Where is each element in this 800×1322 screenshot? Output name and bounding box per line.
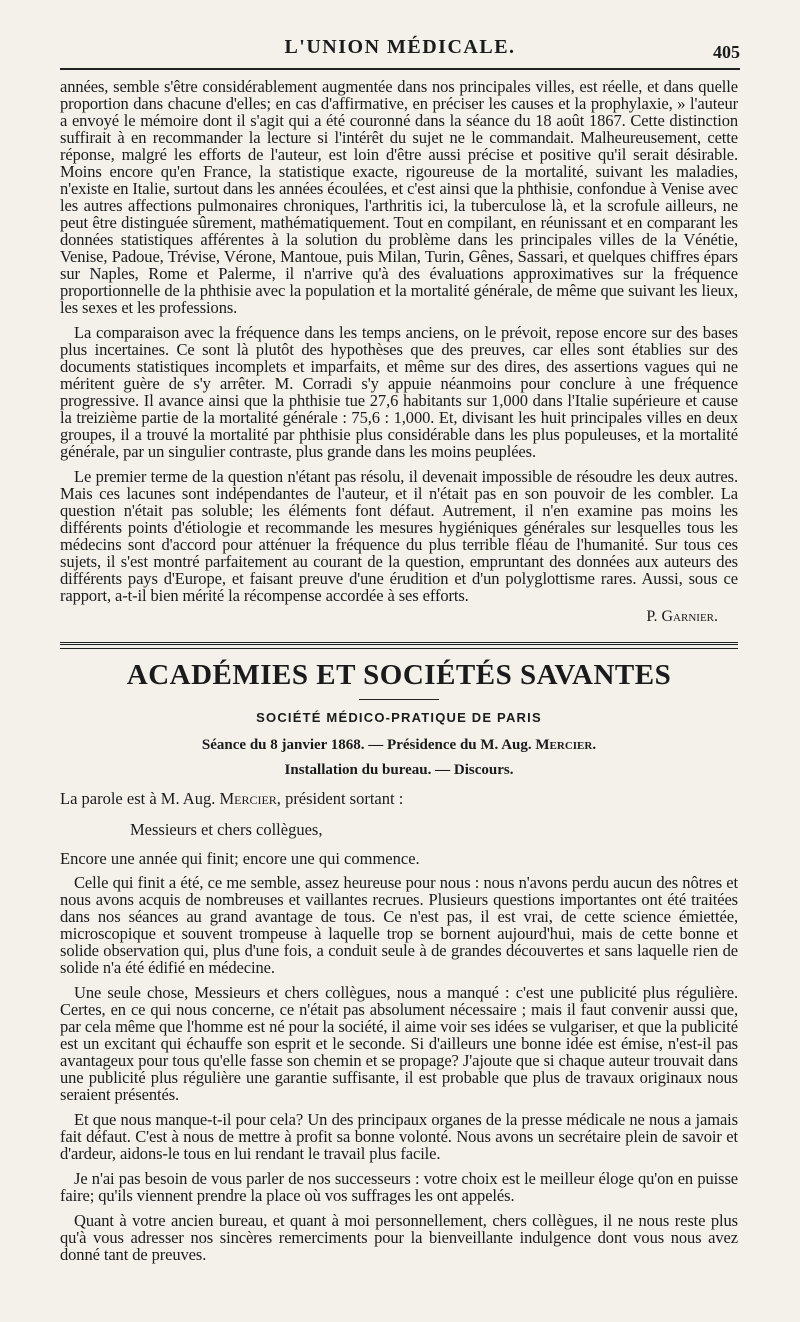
running-title: L'UNION MÉDICALE.: [284, 36, 516, 58]
intro-suffix: président sortant :: [285, 789, 404, 808]
speech-paragraph: Une seule chose, Messieurs et chers collègues, nous a manqué : c'est une publicité plus régulière. Certes, en ce qui nous concerne, ce n'était pas absolument nécessaire ; mais il faut convenir aussi que, par cela même que l'homme est né pour la société, il aime voir ses idées se vulgariser, et que la publicité est un excitant qui échauffe son esprit et le seconde. Si d'ailleurs une bonne idée est émise, n'est-il pas avantageux pour tous qu'elle fasse son chemin et se propage? J'ajoute que si chaque auteur trouvait dans une publicité plus régulière une garantie suffisante, il est probable que plus de travaux originaux nous seraient présentés.: [60, 983, 738, 1104]
article-signature: [60, 608, 738, 626]
header-rule: [60, 68, 740, 70]
session-line: [60, 737, 738, 754]
intro-name: Mercier,: [219, 789, 281, 808]
session-president: Mercier.: [535, 737, 597, 753]
article-paragraph: La comparaison avec la fréquence dans les temps anciens, on le prévoit, repose encore sur des bases plus incertaines. Ce sont là plutôt des hypothèses que des preuves, car elles sont établies sur des documents statistiques incomplets et imparfaits, et même sur des dires, des assertions vagues qui ne méritent guère de s'y arrêter. M. Corradi s'y appuie néanmoins pour conclure à une fréquence progressive. Il avance ainsi que la phthisie tue 27,6 habitants sur 1,000 dans l'Italie supérieure et cause la treizième partie de la mortalité générale : 75,6 : 1,000. Et, divisant les huit principales villes en deux groupes, il a trouvé la mortalité par phthisie plus considérable dans les plus populeuses, et la mortalité générale, par un singulier contraste, plus grande dans les moins peuplées.: [60, 323, 738, 461]
page-header: [60, 30, 740, 70]
section-divider: [60, 642, 738, 649]
title-underline: [359, 699, 439, 700]
speech-first-line: Encore une année qui finit; encore une qui commence.: [60, 849, 420, 868]
speech-paragraph: Quant à votre ancien bureau, et quant à moi personnellement, chers collègues, il ne nous reste plus qu'à vous adresser nos sincères remerciments pour la bienveillante indulgence dont vous nous avez donné tant de preuves.: [60, 1211, 738, 1264]
speech-paragraph: Celle qui finit a été, ce me semble, assez heureuse pour nous : nous n'avons perdu aucun des nôtres et nous avons acquis de nombreuses et vaillantes recrues. Plusieurs questions importantes ont été traitées dans nos séances au grand avantage de tous. Ce n'est pas, il est vrai, de cette science émiettée, microscopique et souvent trompeuse à laquelle trop se bornent aujourd'hui, mais de cette bonne et solide observation qui, plus d'une fois, a conduit seule à de grandes découvertes et sans laquelle rien de solide n'a été édifié en médecine.: [60, 873, 738, 977]
article-paragraph: années, semble s'être considérablement augmentée dans nos principales villes, est réelle, et dans quelle proportion dans chacune d'elles; en cas d'affirmative, en préciser les causes et la prophylaxie, » l'auteur a envoyé le mémoire dont il s'agit qui a été couronné dans la séance du 18 août 1867. Cette distinction suffirait à en recommander la lecture si l'intérêt du sujet ne le commandait. Malheureusement, cette réponse, malgré les efforts de l'auteur, est loin d'être aussi précise et positive qu'il serait désirable. Moins encore qu'en France, la statistique exacte, rigoureuse de la mortalité, suivant les maladies, n'existe en Italie, surtout dans les années écoulées, et c'est ainsi que la phthisie, confondue à Venise avec les autres affections pulmonaires chroniques, l'arthritis ici, la tuberculose là, et la scrofule ailleurs, ne peut être distinguée sûrement, mathématiquement. Tout en compilant, en réunissant et en comparant les données statistiques afférentes à la solution du problème dans les principales villes de la Vénétie, Venise, Padoue, Trévise, Vérone, Mantoue, puis Milan, Turin, Gênes, Sassari, et quelques chiffres épars sur Naples, Rome et Palerme, il n'arrive qu'à des évaluations approximatives sur la fréquence proportionnelle de la phthisie avec la population et la mortalité générale, de même que suivant les lieux, les sexes et les professions.: [60, 77, 738, 317]
article-paragraph: Le premier terme de la question n'étant pas résolu, il devenait impossible de résoudre les deux autres. Mais ces lacunes sont indépendantes de l'auteur, et il n'était pas en son pouvoir de les combler. La question n'était pas soluble; les éléments font défaut. Autrement, il n'en examine pas moins les différents points d'étiologie et recommande les mesures hygiéniques générales sur lesquelles tous les médecins sont d'accord pour atténuer la fréquence du plus terrible fléau de l'humanité. Sur tous ces sujets, il s'est montré parfaitement au courant de la question, empruntant des données aux auteurs des différents pays d'Europe, et faisant preuve d'une érudition et d'un polyglottisme rares. Aussi, sous ce rapport, a-t-il bien mérité la récompense accordée à ses efforts.: [60, 467, 738, 605]
speech-address: Messieurs et chers collègues,: [130, 820, 323, 839]
section-title: ACADÉMIES ET SOCIÉTÉS SAVANTES: [126, 659, 672, 691]
speech-paragraph: Je n'ai pas besoin de vous parler de nos successeurs : votre choix est le meilleur éloge qu'on en puisse faire; qu'ils viennent prendre la place où vos suffrages les ont appelés.: [60, 1169, 738, 1205]
intro-prefix: La parole est à M. Aug.: [60, 789, 216, 808]
session-date: Séance du 8 janvier 1868. — Présidence du M. Aug.: [201, 737, 532, 753]
speech-intro: [60, 789, 738, 808]
page-body: [60, 78, 738, 1263]
speech-paragraph: Et que nous manque-t-il pour cela? Un des principaux organes de la presse médicale ne nous a jamais fait défaut. C'est à nous de mettre à profit sa bonne volonté. Nous avons un secrétaire plein de savoir et d'ardeur, aidons-le tous en lui rendant le travail plus facile.: [60, 1110, 738, 1163]
page-number: 405: [713, 42, 740, 62]
society-title: SOCIÉTÉ MÉDICO-PRATIQUE DE PARIS: [256, 710, 542, 725]
signature-initial: P.: [646, 608, 658, 625]
signature-name: Garnier.: [661, 608, 718, 625]
session-subtitle: Installation du bureau. — Discours.: [284, 762, 514, 778]
